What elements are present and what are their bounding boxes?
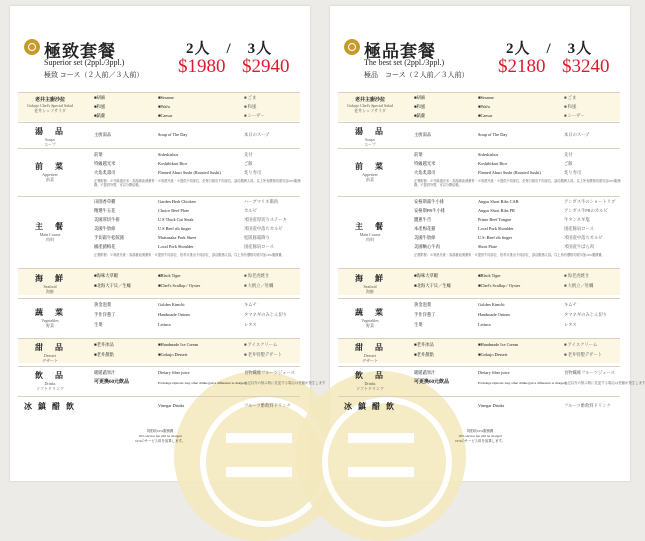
section-vegetables: 蔬 菜 Vegetables 野菜 黃金泡菜 Golden Kimchi キムチ 手作洋蔥丁 Handmade Onions タマネギのみじん切り 生菜 Lettuce レタス — [18, 298, 300, 335]
section-main-course: 主 餐 Main Course 肉料 田園香草雞 Garden Herb Chicken ハーブマリネ鶏肉 精選牛五花 Choice Beef Plate カルビ 美國厚切牛排 U.S Thick Cut Steak 米国産厚切りステーキ 美國牛肋條 U.S Beef rib finger 米国産中落ちカルビ 手切霜牛松阪豬 Matsusaka Pork Sheet 松阪豚霜降り 國產豬梅花 Local Pork Shoulder 国産豚肩ロース 正餐附餐：※易熟升級・高湯養油漬蕎麥・※提供不同部位，依每月推出不同部位，請洽服務人員。以上所有價格均需另加10%服務費。 — [18, 196, 300, 263]
list-item: 黃金泡菜 Golden Kimchi キムチ — [94, 302, 257, 307]
list-item: 特級越光米 Koshihikari Rice ご飯 — [94, 161, 253, 166]
section-vinegar-drinks — [338, 396, 620, 415]
set-subtitle-en: The best set (2ppl./3ppl.) — [364, 58, 445, 67]
page-header — [330, 6, 630, 90]
list-item: ■和風 ■Wafu ■ 和風 — [94, 104, 257, 109]
section-appetizer: 前 菜 Appetizer 前菜 前菜 Sideshishos 先付 特級越光米 Koshihikari Rice ご飯 火焰炙壽司 Flamed Aburi Sushi (Roasted Sushi) 炙り寿司 正餐附餐：※升級越光米・高湯養油漬蕎麥・※易熟升級・※提供不同部位，依每月推出不同部位，請洽服務人員。以上所有價格均需另加10%服務費。不提供外帶，可以分開結帳。 — [18, 148, 300, 195]
soup-title: 湯 品 — [35, 127, 65, 136]
section-soup: 湯 品 Soups スープ 主廚湯品 Soup of The Day 本日のスープ — [338, 122, 620, 147]
list-item: ■海味大草蝦 ■Black Tiger ■ 海老虎焼き — [414, 273, 590, 278]
main-note: 正餐附餐：※易熟升級・高湯養油漬蕎麥・※提供不同部位，依每月推出不同部位，請洽服務人員。以上所有價格均需另加10%服務費。 — [94, 253, 285, 257]
list-item: Vinegar Drinks フルーツ酢飲料ドリンク — [158, 403, 291, 408]
veg-title: 蔬 菜 — [35, 308, 65, 317]
list-item: 手作洋蔥丁 Handmade Onions タマネギのみじん切り — [414, 312, 607, 317]
set-subtitle-zh: 極品 コース（２人前／３人前） — [364, 71, 469, 79]
list-item: 手切霜牛松阪豬 Matsusaka Pork Sheet 松阪豚霜降り — [94, 235, 270, 240]
price-2-people: $2180 — [498, 56, 546, 77]
seafood-title: 海 鮮 — [355, 274, 385, 283]
list-item: ■胡麻 ■Sesame ■ ごま — [94, 95, 257, 100]
people-count: 2人 / 3人 — [186, 41, 273, 57]
section-soup: 湯 品 Soups スープ 主廚湯品 Soup of The Day 本日のスープ — [18, 122, 300, 147]
section-dessert: 甜 品 Dessert デザート ■老井冰品 ■Handmade Ice Cream ■ アイスクリーム ■老井甜點 ■Gokujo Dessert ■ 老井特製デザート — [18, 338, 300, 363]
list-item: 暖暖蔬果汁 Dietary fiber juice 食物繊維フルーツジュース — [414, 370, 615, 375]
list-item: ■老井甜點 ■Gokujo Dessert ■ 老井特製デザート — [94, 352, 283, 357]
section-salad — [18, 92, 300, 121]
section-vegetables: 蔬 菜 Vegetables 野菜 黃金泡菜 Golden Kimchi キムチ 手作洋蔥丁 Handmade Onions タマネギのみじん切り 生菜 Lettuce レタス — [338, 298, 620, 335]
soup-title: 湯 品 — [355, 127, 385, 136]
list-item: ■凱薩 ■Caesar ■ シーザー — [414, 113, 585, 118]
list-item: ■凱薩 ■Caesar ■ シーザー — [94, 113, 265, 118]
list-item: 田園香草雞 Garden Herb Chicken ハーブマリネ鶏肉 — [94, 199, 279, 204]
list-item: ■胡麻 ■Sesame ■ ごま — [414, 95, 577, 100]
list-item: 國產豬梅花 Local Pork Shoulder 国産豚肩ロース — [94, 244, 274, 249]
section-seafood: 海 鮮 Seafood 海鮮 ■海味大草蝦 ■Black Tiger ■ 海老虎焼き ■北海大干貝／生蠔 ■Chef's Scallop / Oyster ■ 大帆立／牡蠣 — [338, 268, 620, 295]
main-note: 正餐附餐：※易熟升級・高湯養油漬蕎麥・※提供不同部位，依每月推出不同部位，請洽服務人員。以上所有價格均需另加10%服務費。 — [414, 253, 605, 257]
vinegar-title: 冰 鎮 醋 飲 — [344, 402, 396, 411]
page-header — [10, 6, 310, 90]
appetizer-title: 前 菜 — [355, 162, 385, 171]
main-title: 主 餐 — [35, 222, 65, 231]
seafood-title: 海 鮮 — [35, 274, 65, 283]
salad-title-en: Gokujo Chef's Special Salad — [27, 103, 73, 108]
list-item: ■老井冰品 ■Handmade Ice Cream ■ アイスクリーム — [414, 342, 598, 347]
list-item: 特級越光米 Koshihikari Rice ご飯 — [414, 161, 573, 166]
list-item: 前菜 Sideshishos 先付 — [414, 152, 573, 157]
list-item: 火焰炙壽司 Flamed Aburi Sushi (Roasted Sushi) 炙り寿司 — [94, 170, 262, 175]
drinks-title: 飲 品 — [35, 371, 65, 380]
drinks-title: 飲 品 — [355, 371, 385, 380]
salad-title: 老井主廚沙拉 — [34, 98, 65, 103]
veg-title: 蔬 菜 — [355, 308, 385, 317]
list-item: 美國軸心牛肉 Short Plate 米国産牛ばら肉 — [414, 244, 595, 249]
list-item: Vinegar Drinks フルーツ酢飲料ドリンク — [478, 403, 611, 408]
list-item: 前菜 Sideshishos 先付 — [94, 152, 253, 157]
set-subtitle-zh: 極致 コース（２人前／３人前） — [44, 71, 144, 79]
list-item: 手作洋蔥丁 Handmade Onions タマネギのみじん切り — [94, 312, 287, 317]
set-title: 極致套餐 — [44, 42, 116, 61]
people-count: 2人 / 3人 — [506, 41, 593, 57]
set-subtitle-en: Superior set (2ppl./3ppl.) — [44, 58, 125, 67]
list-item: 主廚湯品 Soup of The Day 本日のスープ — [414, 132, 590, 137]
appetizer-note: 正餐附餐：※升級越光米・高湯養油漬蕎麥・※易熟升級・※提供不同部位，依每月推出不同部位，請洽服務人員。以上所有價格均需另加10%服務費。不提供外帶，可以分開結帳。 — [94, 179, 301, 187]
list-item: 生菜 Lettuce レタス — [94, 322, 257, 327]
price-3-people: $2940 — [242, 56, 290, 77]
service-fee-footer: 均酌收10%服務費 10% service fee will be charged 10%のサービス料を加算します。 — [454, 429, 506, 443]
brand-logo-icon — [24, 39, 40, 55]
section-vinegar-drinks — [18, 396, 300, 415]
salad-title: 老井主廚沙拉 — [354, 98, 385, 103]
list-item: ■老井甜點 ■Gokujo Dessert ■ 老井特製デザート — [414, 352, 603, 357]
list-item: 安格斯霜牛小排 Angus Short Ribs CAB アンガス牛のショートリブ — [414, 199, 616, 204]
list-item: 可更換60元飲品 Exchange Options: Any other drinks (price difference is charged) 上記以外の飲み物に変更する場合は差額が発生します — [94, 380, 326, 385]
list-item: 黃金泡菜 Golden Kimchi キムチ — [414, 302, 577, 307]
menu-page-left — [10, 6, 326, 481]
list-item: 主廚湯品 Soup of The Day 本日のスープ — [94, 132, 270, 137]
set-title: 極品套餐 — [364, 42, 436, 61]
menu-page-right — [330, 6, 645, 481]
appetizer-note: 正餐附餐：※升級越光米・高湯養油漬蕎麥・※易熟升級・※提供不同部位，依每月推出不同部位，請洽服務人員。以上所有價格均需另加10%服務費。不提供外帶，可以分開結帳。 — [414, 179, 621, 187]
section-salad: 老井主廚沙拉 Gokujo Chef's Special Salad 老井シェフサラダ ■胡麻 ■Sesame ■ ごま ■和風 ■Wafu ■ 和風 ■凱薩 ■Caesar ■ シーザー — [338, 92, 620, 121]
vinegar-title: 冰 鎮 醋 飲 — [24, 402, 76, 411]
dessert-title: 甜 品 — [35, 343, 65, 352]
price-3-people: $3240 — [562, 56, 610, 77]
appetizer-title: 前 菜 — [35, 162, 65, 171]
service-fee-footer: 均酌收10%服務費 10% service fee will be charged 10%のサービス料を加算します。 — [134, 429, 186, 443]
list-item: 火焰炙壽司 Flamed Aburi Sushi (Roasted Sushi) 炙り寿司 — [414, 170, 582, 175]
section-drinks: 飲 品 Drinks ソフトドリンク 暖暖蔬果汁 Dietary fiber juice 食物繊維フルーツジュース 可更換60元飲品 Exchange Options: Any other drinks (price difference is charged) 上記以外の飲み物に変更する場合は差額が発生します — [18, 366, 300, 393]
main-title: 主 餐 — [355, 222, 385, 231]
list-item: 生菜 Lettuce レタス — [414, 322, 577, 327]
list-item: 美國牛肋條 U.S. Beef rib finger 米国産中落ちカルビ — [414, 235, 603, 240]
brand-logo-icon — [344, 39, 360, 55]
list-item: 安格斯PR牛小排 Angus Short Ribs PR アンガス牛PRのカルビ — [414, 208, 608, 213]
section-seafood: 海 鮮 Seafood 海鮮 ■海味大草蝦 ■Black Tiger ■ 海老虎焼き ■北海大干貝／生蠔 ■Chef's Scallop / Oyster ■ 大帆立／牡蠣 — [18, 268, 300, 295]
list-item: ■老井冰品 ■Handmade Ice Cream ■ アイスクリーム — [94, 342, 278, 347]
list-item: 美國牛肋條 U.S Beef rib finger 米国産中落ちカルビ — [94, 226, 283, 231]
list-item: ■和風 ■Wafu ■ 和風 — [414, 104, 577, 109]
list-item: 鹽蔥牛舌 Prime Beef Tongue 牛タンネギ塩 — [414, 217, 590, 222]
list-item: ■北海大干貝／生蠔 ■Chef's Scallop / Oyster ■ 大帆立／牡蠣 — [414, 283, 594, 288]
list-item: 本產梅花豬 Local Pork Shoulder 国産豚肩ロース — [414, 226, 594, 231]
list-item: ■海味大草蝦 ■Black Tiger ■ 海老虎焼き — [94, 273, 270, 278]
dessert-title: 甜 品 — [355, 343, 385, 352]
section-main-course: 主 餐 Main Course 肉料 安格斯霜牛小排 Angus Short Ribs CAB アンガス牛のショートリブ 安格斯PR牛小排 Angus Short Ribs PR アンガス牛PRのカルビ 鹽蔥牛舌 Prime Beef Tongue 牛タンネギ塩 本產梅花豬 Local Pork Shoulder 国産豚肩ロース 美國牛肋條 U.S. Beef rib finger 米国産中落ちカルビ 美國軸心牛肉 Short Plate 米国産牛ばら肉 正餐附餐：※易熟升級・高湯養油漬蕎麥・※提供不同部位，依每月推出不同部位，請洽服務人員。以上所有價格均需另加10%服務費。 — [338, 196, 620, 263]
price-2-people: $1980 — [178, 56, 226, 77]
list-item: 暖暖蔬果汁 Dietary fiber juice 食物繊維フルーツジュース — [94, 370, 295, 375]
salad-title-jp: 老井シェフサラダ — [34, 108, 66, 113]
section-dessert: 甜 品 Dessert デザート ■老井冰品 ■Handmade Ice Cream ■ アイスクリーム ■老井甜點 ■Gokujo Dessert ■ 老井特製デザート — [338, 338, 620, 363]
list-item: 精選牛五花 Choice Beef Plate カルビ — [94, 208, 257, 213]
list-item: 可更換60元飲品 Exchange Options: Any other drinks (price difference is charged) 上記以外の飲み物に変更する場合は差額が発生します — [414, 380, 645, 385]
list-item: ■北海大干貝／生蠔 ■Chef's Scallop / Oyster ■ 大帆立／牡蠣 — [94, 283, 274, 288]
section-appetizer: 前 菜 Appetizer 前菜 前菜 Sideshishos 先付 特級越光米 Koshihikari Rice ご飯 火焰炙壽司 Flamed Aburi Sushi (Roasted Sushi) 炙り寿司 正餐附餐：※升級越光米・高湯養油漬蕎麥・※易熟升級・※提供不同部位，依每月推出不同部位，請洽服務人員。以上所有價格均需另加10%服務費。不提供外帶，可以分開結帳。 — [338, 148, 620, 195]
list-item: 美國厚切牛排 U.S Thick Cut Steak 米国産厚切りステーキ — [94, 217, 287, 222]
section-drinks: 飲 品 Drinks ソフトドリンク 暖暖蔬果汁 Dietary fiber juice 食物繊維フルーツジュース 可更換60元飲品 Exchange Options: Any other drinks (price difference is charged) 上記以外の飲み物に変更する場合は差額が発生します — [338, 366, 620, 393]
